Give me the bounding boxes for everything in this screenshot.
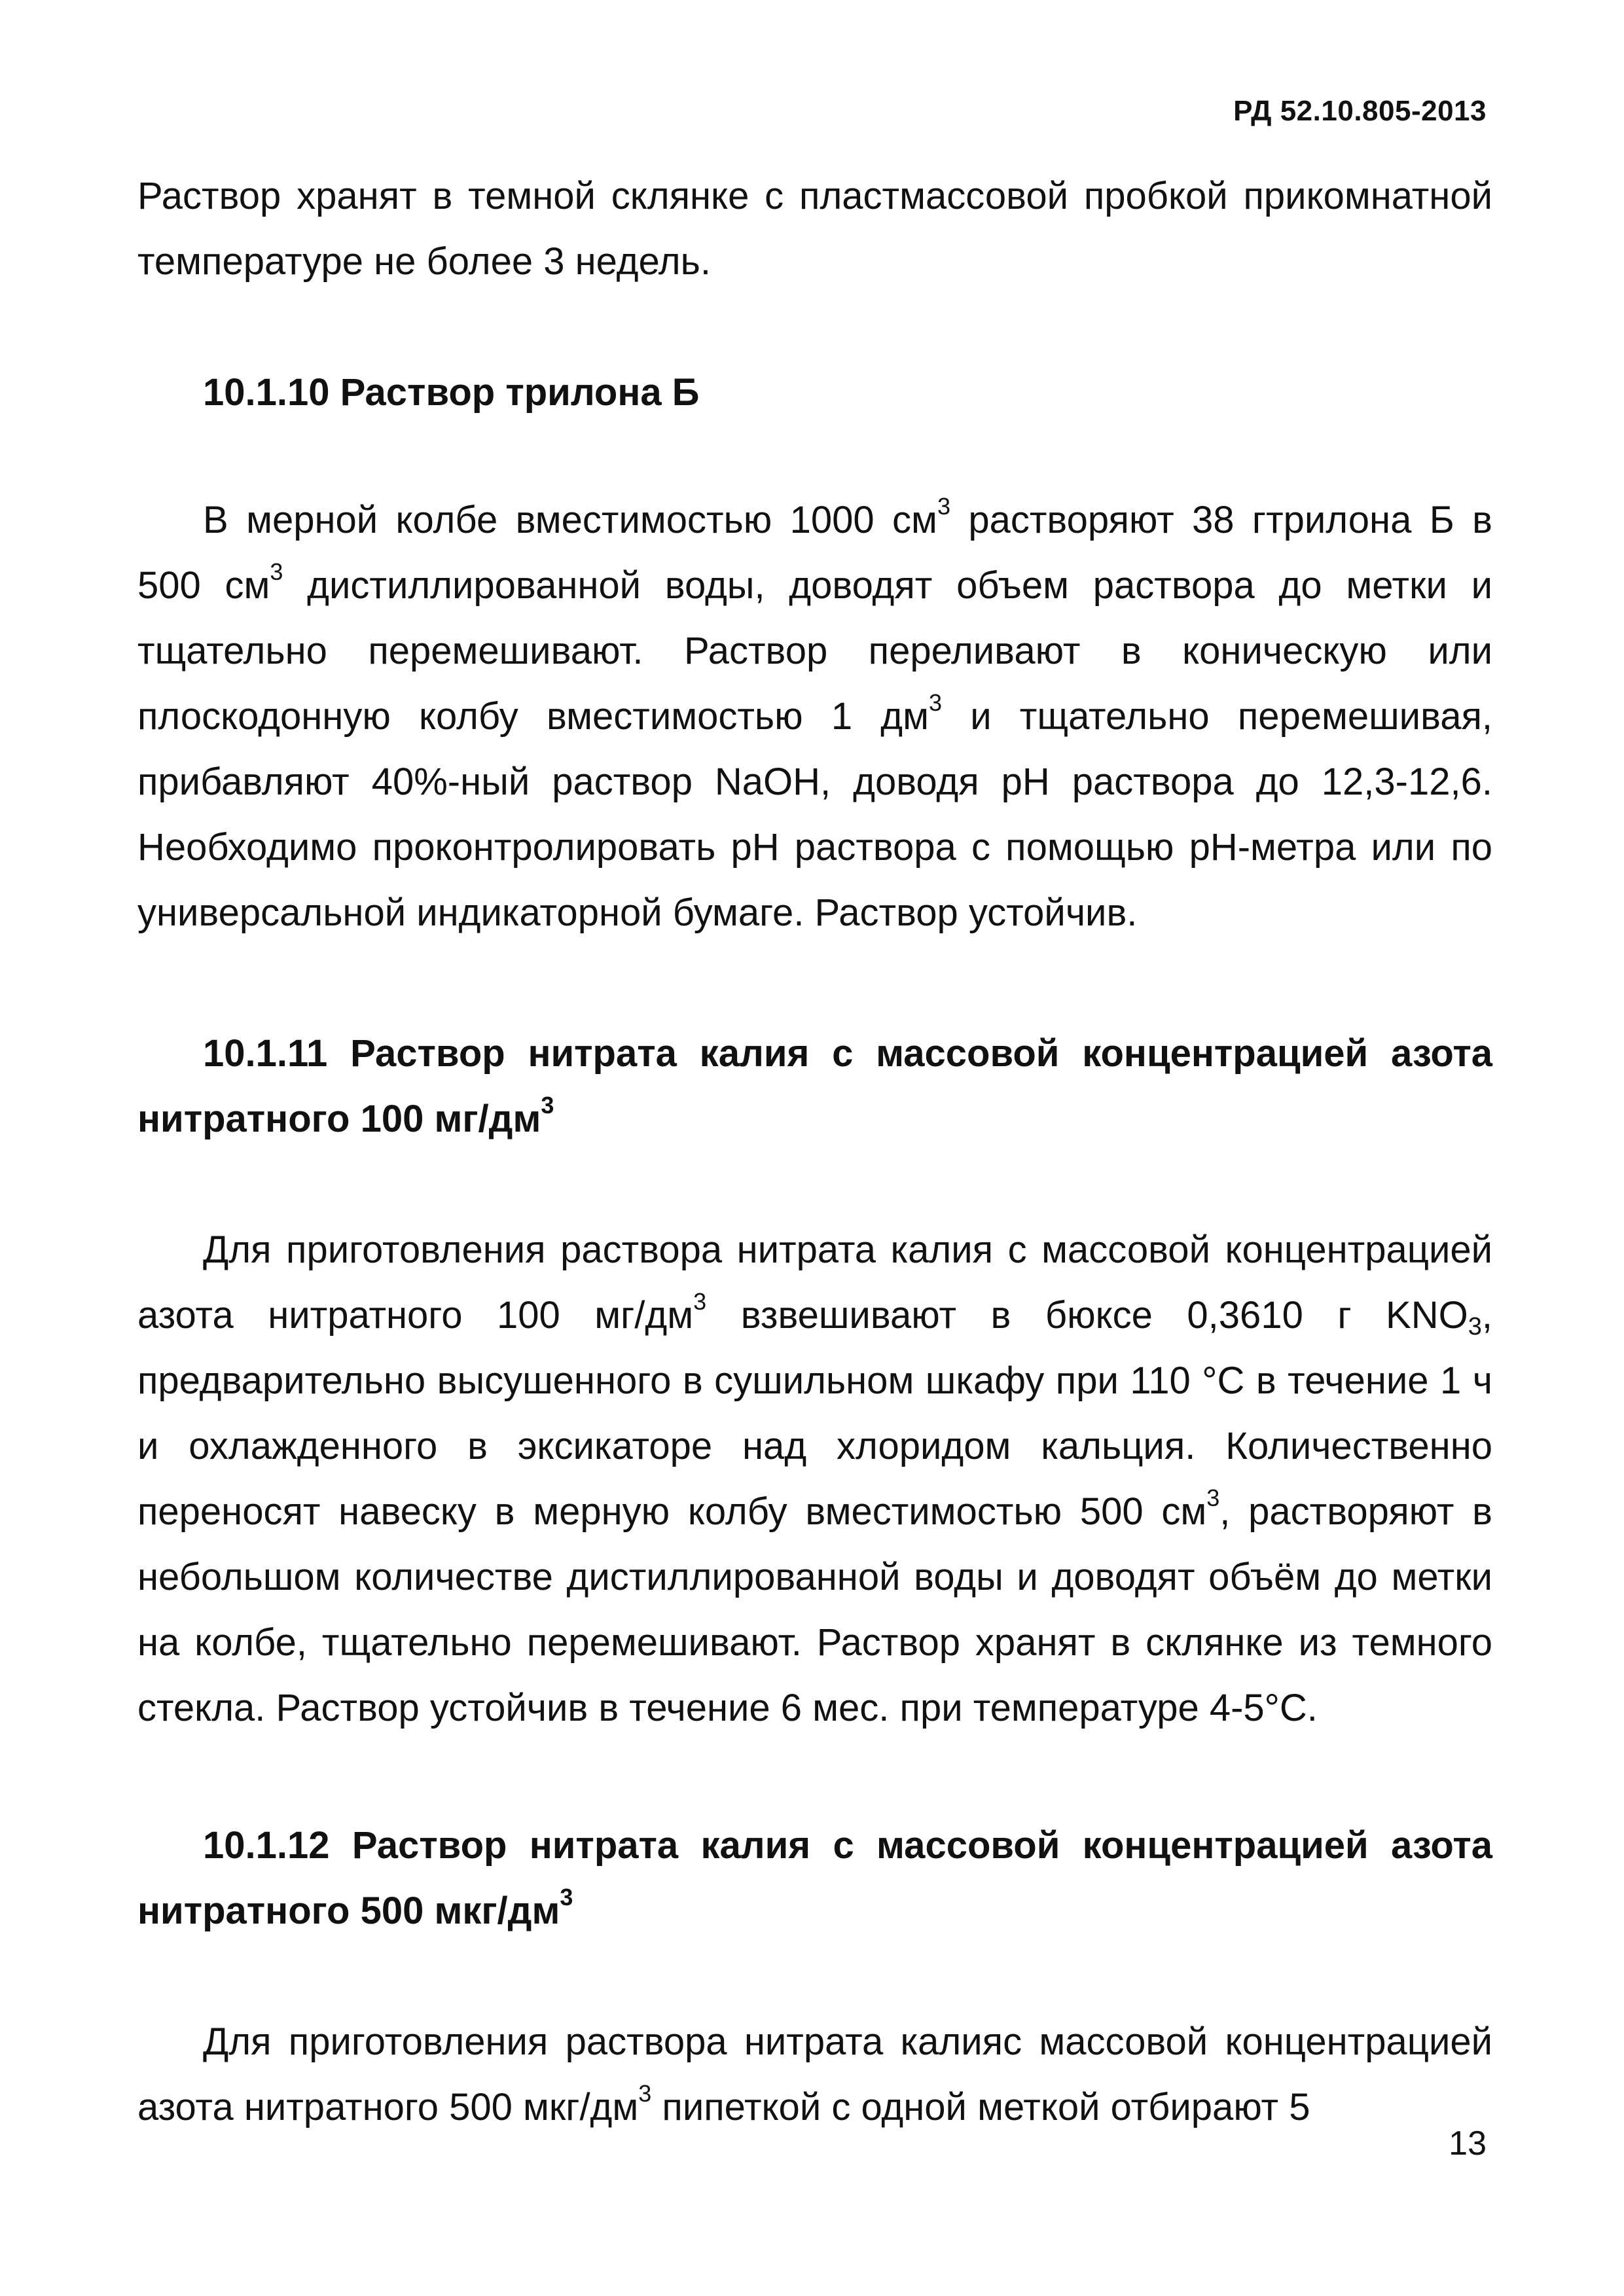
section-10-1-11-paragraph xyxy=(137,1217,1492,1741)
section-10-1-12-paragraph xyxy=(137,2009,1492,2140)
text-run: дистиллированной воды, доводят объем раствора до метки и тщательно перемешивают. Раствор переливают в коническую или плоскодонную колбу вместимостью 1 дм xyxy=(137,564,1492,738)
superscript: 3 xyxy=(541,1092,554,1119)
text-run: В мерной колбе вместимостью 1000 см xyxy=(203,499,937,541)
superscript: 3 xyxy=(937,493,950,520)
text-run: взвешивают в бюксе 0,3610 г KNO xyxy=(706,1294,1468,1336)
section-10-1-10-heading: 10.1.10 Раствор трилона Б xyxy=(203,371,700,414)
subscript: 3 xyxy=(1468,1313,1482,1340)
text-run: пипеткой с одной меткой отбирают 5 xyxy=(651,2086,1310,2128)
text-run: Для приготовления раствора нитрата калияс массовой концентрацией азота нитратного 500 мкг/дм xyxy=(137,2020,1492,2128)
intro-paragraph: Раствор хранят в темной склянке с пластмассовой пробкой прикомнатной температуре не более 3 недель. xyxy=(137,175,1492,283)
section-10-1-10-paragraph xyxy=(137,488,1492,946)
text-run: растворяют 38 гтрилона Б в 500 см xyxy=(137,499,1492,607)
heading-text: 10.1.11 Раствор нитрата калия с массовой концентрацией азота нитратного 100 мг/дм xyxy=(137,1032,1492,1140)
document-code: РД 52.10.805-2013 xyxy=(1233,95,1487,127)
superscript: 3 xyxy=(560,1884,573,1910)
superscript: 3 xyxy=(929,689,943,716)
superscript: 3 xyxy=(693,1288,707,1315)
superscript: 3 xyxy=(638,2080,652,2107)
superscript: 3 xyxy=(270,558,283,585)
text-run: и тщательно перемешивая, прибавляют 40%-ный раствор NaOH, доводя pH раствора до 12,3-12,6. Необходимо проконтролировать pH раствора с помощью pH-метра или по универсальной индикаторной бумаге. Раствор устойчив. xyxy=(137,695,1493,934)
text-run: Для приготовления раствора нитрата калия с массовой концентрацией азота нитратного 100 мг/дм xyxy=(137,1229,1492,1336)
superscript: 3 xyxy=(1206,1484,1220,1511)
text-run: , предварительно высушенного в сушильном шкафу при 110 °С в течение 1 ч и охлажденного в эксикаторе над хлоридом кальция. Количественно переносят навеску в мерную колбу вместимостью 500 см xyxy=(137,1294,1492,1533)
heading-text: 10.1.12 Раствор нитрата калия с массовой концентрацией азота нитратного 500 мкг/дм xyxy=(137,1824,1492,1932)
text-run: , растворяют в небольшом количестве дистиллированной воды и доводят объём до метки на колбе, тщательно перемешивают. Раствор хранят в склянке из темного стекла. Раствор устойчив в течение 6 мес. при температуре 4-5°С. xyxy=(137,1490,1492,1729)
section-10-1-11-heading xyxy=(137,1021,1492,1152)
page-number: 13 xyxy=(1449,2125,1487,2162)
section-10-1-12-heading xyxy=(137,1813,1492,1944)
